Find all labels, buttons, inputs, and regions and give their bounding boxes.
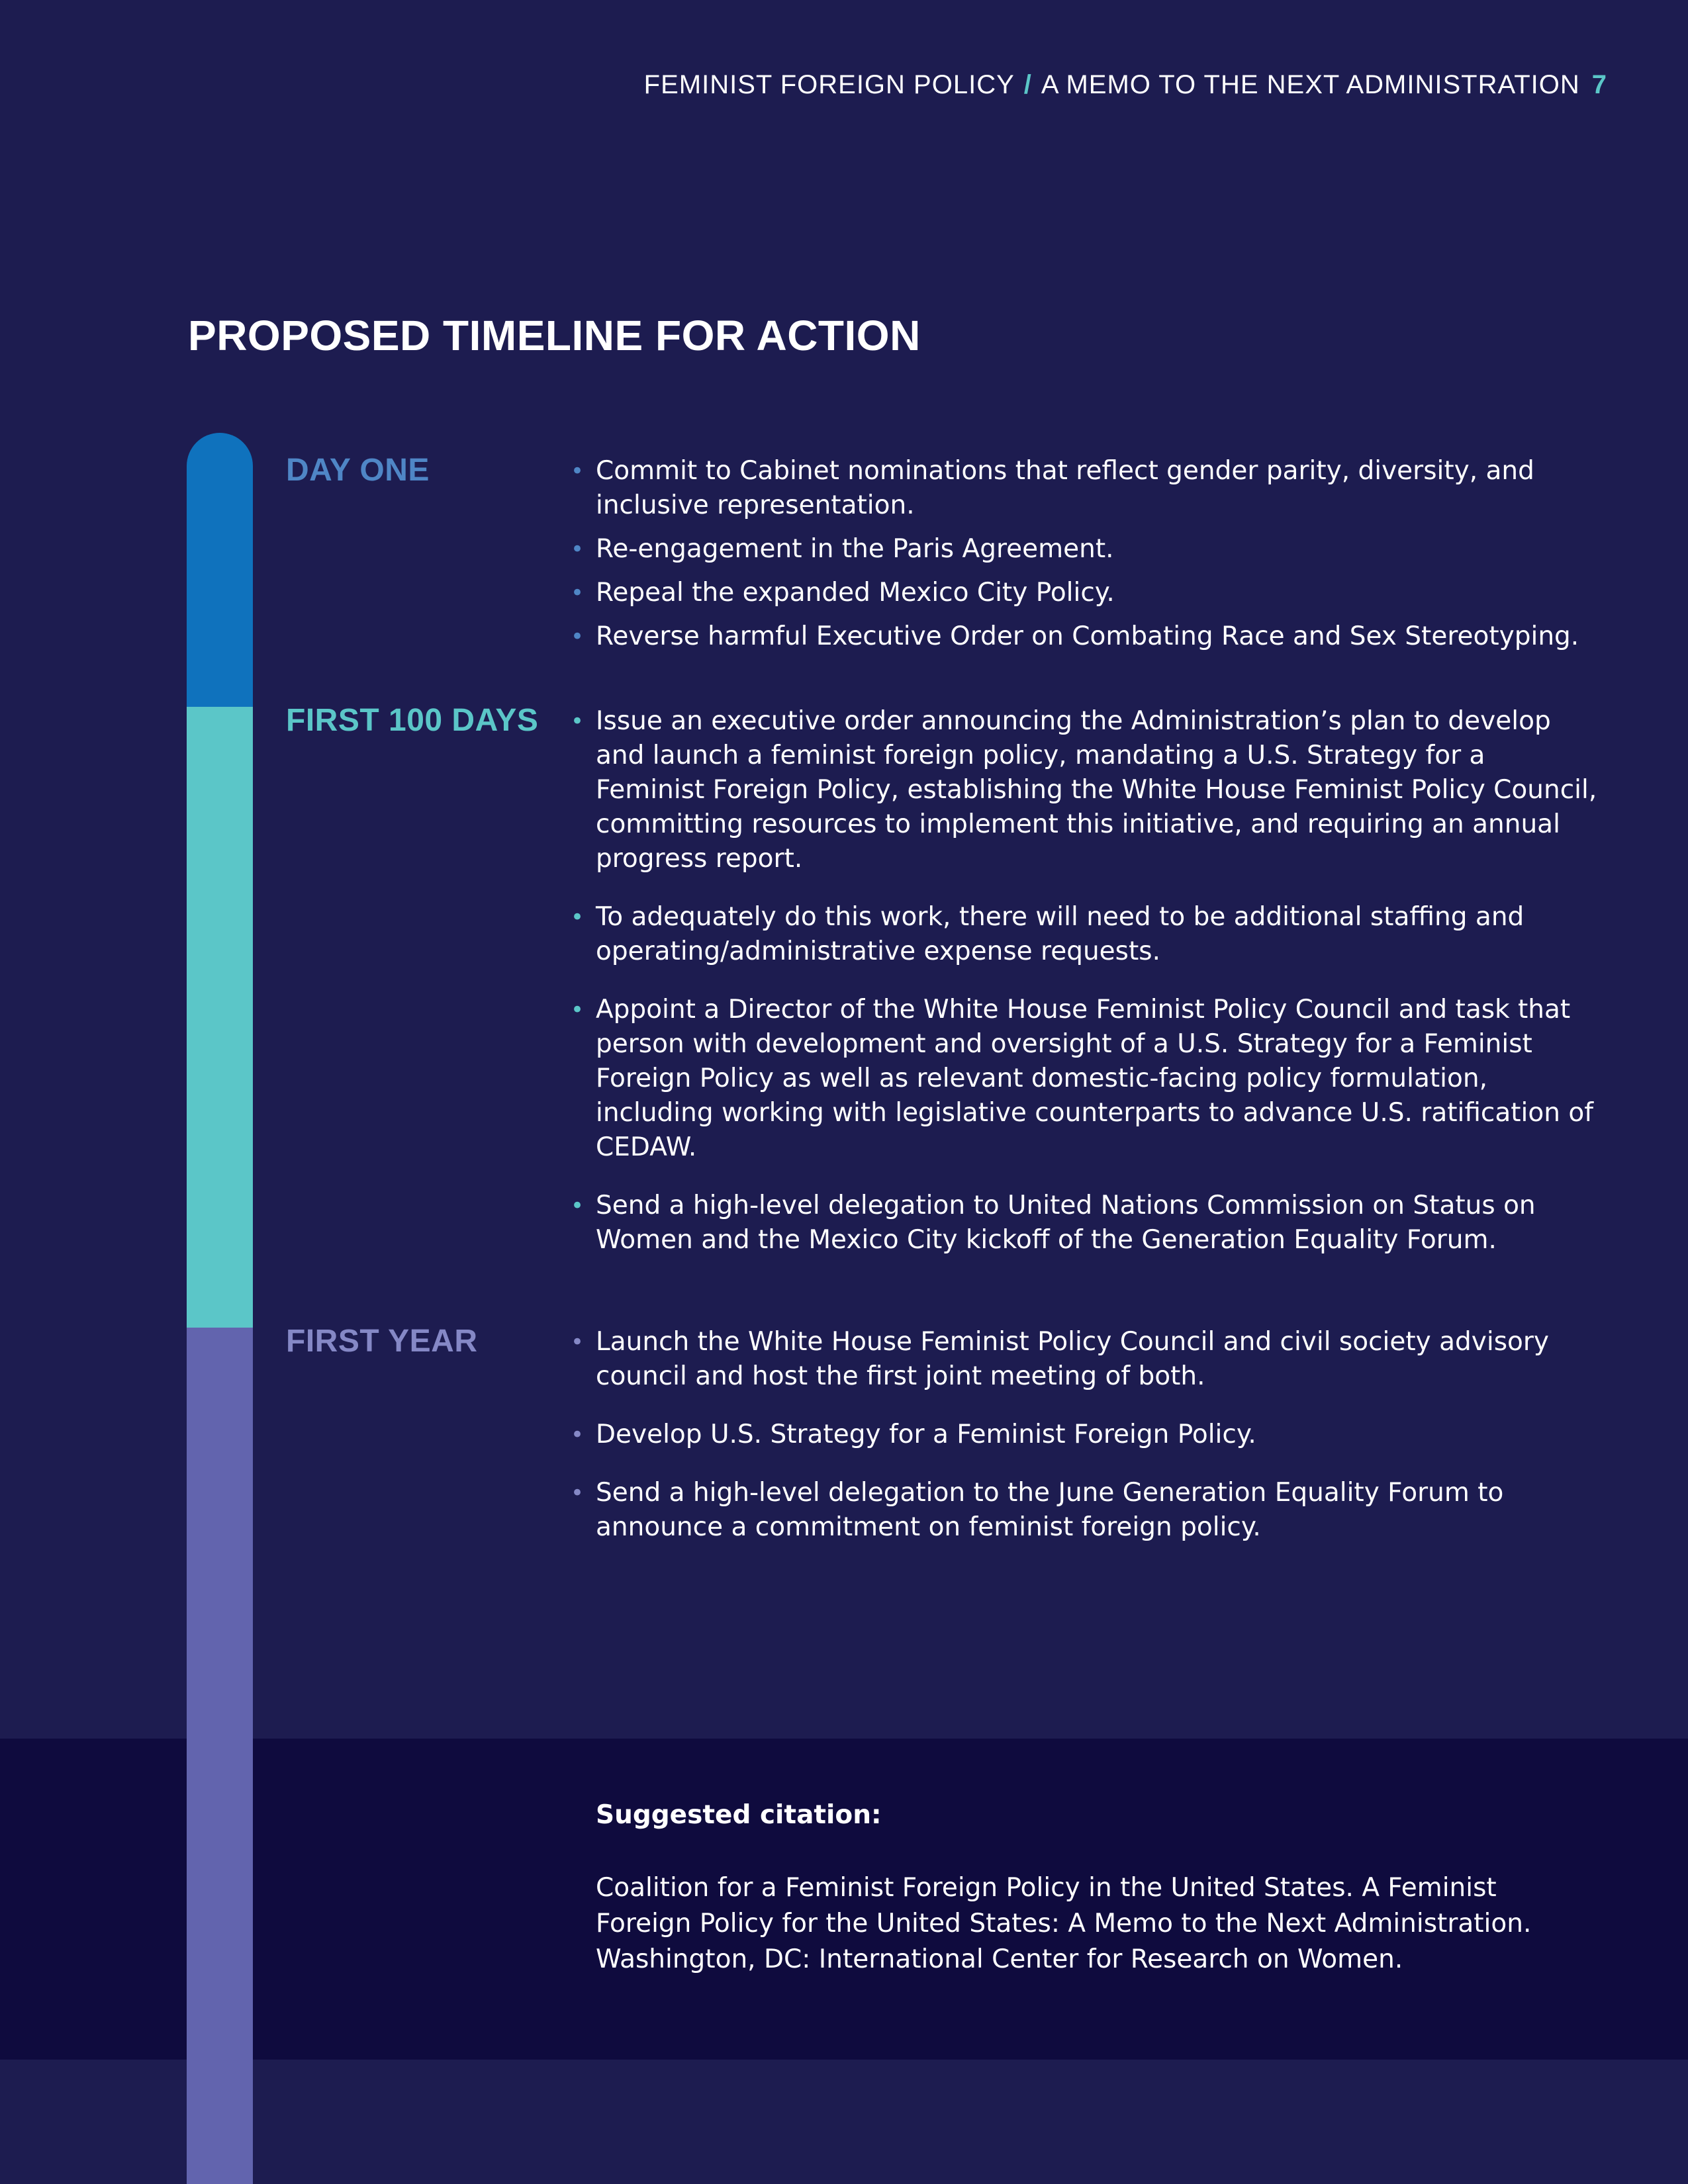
- phase-items-day-one: [569, 454, 1602, 663]
- list-item: [569, 993, 1602, 1165]
- bullet-icon: •: [571, 458, 585, 484]
- list-item: [569, 454, 1602, 523]
- citation-line: Foreign Policy for the United States: A Memo to the Next Administration.: [596, 1909, 1532, 1938]
- list-item-text: Launch the White House Feminist Policy Council and civil society advisory council and host the first joint meeting of both.: [596, 1327, 1550, 1391]
- bullet-icon: •: [571, 708, 585, 735]
- citation-line: Coalition for a Feminist Foreign Policy in the United States. A Feminist: [596, 1873, 1497, 1903]
- header-publication-title: FEMINIST FOREIGN POLICY: [643, 70, 1015, 99]
- list-item-text: Appoint a Director of the White House Feminist Policy Council and task that person with development and oversight of a U.S. Strategy for a Feminist Foreign Policy as well as relevant domestic-facing policy formulation, including working with legislative counterparts to advance U.S. ratification of CEDAW.: [596, 995, 1593, 1162]
- list-item-text: Re-engagement in the Paris Agreement.: [596, 534, 1114, 564]
- bullet-icon: •: [571, 1329, 585, 1355]
- bullet-icon: •: [571, 1193, 585, 1219]
- phase-items-first-100-days: [569, 704, 1602, 1281]
- list-item: [569, 1189, 1602, 1257]
- list-item: [569, 1325, 1602, 1394]
- page-title: PROPOSED TIMELINE FOR ACTION: [188, 312, 921, 359]
- list-item: [569, 619, 1602, 654]
- bullet-icon: •: [571, 1422, 585, 1448]
- bullet-icon: •: [571, 904, 585, 931]
- bullet-icon: •: [571, 1480, 585, 1506]
- running-header: [644, 70, 1607, 100]
- list-item-text: To adequately do this work, there will need to be additional staffing and operating/administrative expense requests.: [596, 902, 1524, 966]
- bullet-icon: •: [571, 536, 585, 563]
- page-number: 7: [1591, 70, 1607, 99]
- list-item: [569, 576, 1602, 610]
- phase-label-first-100-days: FIRST 100 DAYS: [286, 703, 539, 738]
- list-item-text: Develop U.S. Strategy for a Feminist Foreign Policy.: [596, 1420, 1256, 1449]
- phase-items-first-year: [569, 1325, 1602, 1569]
- bullet-icon: •: [571, 580, 585, 606]
- list-item: [569, 532, 1602, 567]
- list-item: [569, 900, 1602, 969]
- phase-label-first-year: FIRST YEAR: [286, 1324, 478, 1359]
- citation-line: Washington, DC: International Center for Research on Women.: [596, 1944, 1403, 1974]
- header-document-subtitle: A MEMO TO THE NEXT ADMINISTRATION: [1041, 70, 1580, 99]
- list-item-text: Commit to Cabinet nominations that reflect gender parity, diversity, and inclusive representation.: [596, 456, 1534, 520]
- bullet-icon: •: [571, 623, 585, 650]
- list-item: [569, 704, 1602, 876]
- list-item-text: Repeal the expanded Mexico City Policy.: [596, 578, 1115, 608]
- timeline-bar-day-one: [187, 433, 253, 707]
- phase-label-day-one: DAY ONE: [286, 453, 430, 488]
- list-item-text: Issue an executive order announcing the Administration’s plan to develop and launch a feminist foreign policy, mandating a U.S. Strategy for a Feminist Foreign Policy, establishing the White House Feminist Policy Council, committing resources to implement this initiative, and requiring an annual progress report.: [596, 706, 1597, 874]
- timeline-bar-first-year: [187, 1328, 253, 2184]
- timeline-bar-first-100-days: [187, 707, 253, 1328]
- list-item-text: Send a high-level delegation to the June Generation Equality Forum to announce a commitment on feminist foreign policy.: [596, 1478, 1504, 1542]
- header-separator: /: [1023, 70, 1032, 99]
- citation-heading: Suggested citation:: [596, 1800, 882, 1830]
- list-item: [569, 1418, 1602, 1452]
- list-item-text: Reverse harmful Executive Order on Combating Race and Sex Stereotyping.: [596, 621, 1579, 651]
- bullet-icon: •: [571, 997, 585, 1023]
- list-item-text: Send a high-level delegation to United Nations Commission on Status on Women and the Mexico City kickoff of the Generation Equality Forum.: [596, 1191, 1536, 1255]
- list-item: [569, 1476, 1602, 1545]
- citation-text: [596, 1870, 1589, 1978]
